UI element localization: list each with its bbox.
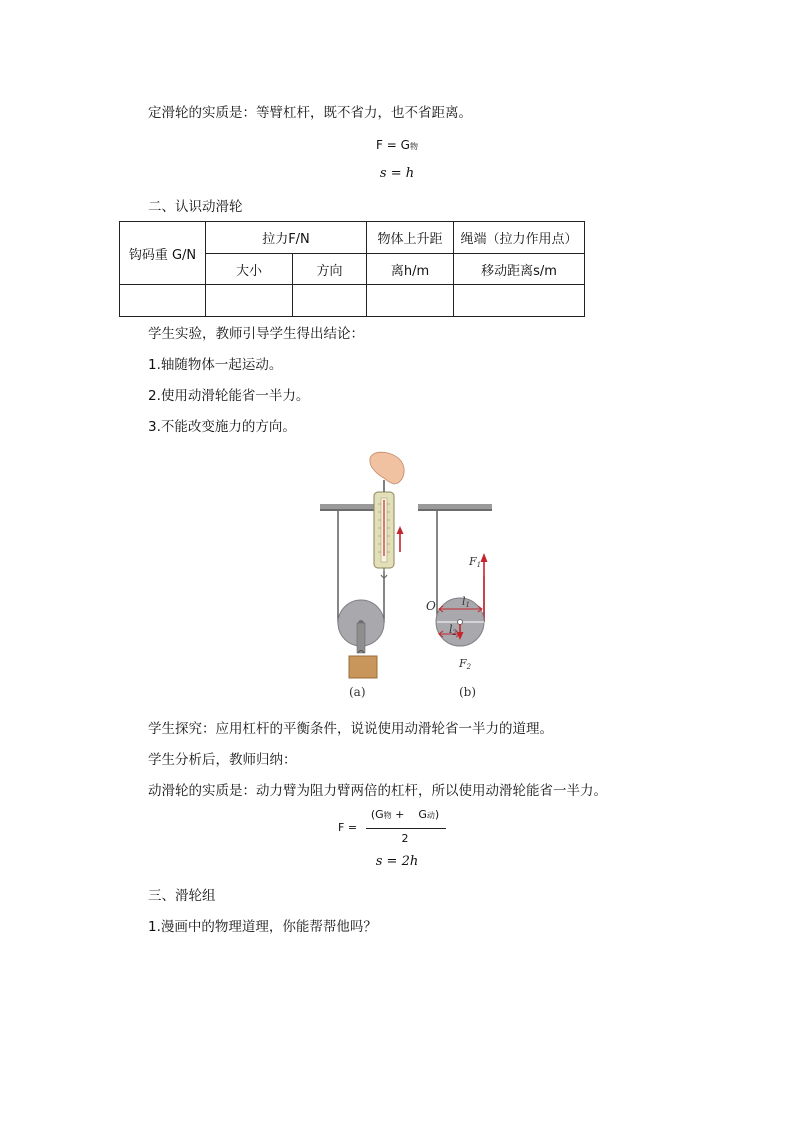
label-a: (a) xyxy=(349,685,366,699)
table-cell xyxy=(367,285,454,317)
ceiling-bar-b-shadow xyxy=(418,509,492,511)
formula-denominator: 2 xyxy=(401,832,409,845)
fixed-pulley-essence: 定滑轮的实质是：等臂杠杆，既不省力，也不省距离。 xyxy=(148,105,472,121)
header-magnitude: 大小 xyxy=(206,254,293,285)
table-cell xyxy=(206,285,293,317)
header-hook-weight: 钩码重 G/N xyxy=(120,222,206,285)
table-cell xyxy=(454,285,585,317)
movable-pulley-essence: 动滑轮的实质是：动力臂为阻力臂两倍的杠杆，所以使用动滑轮能省一半力。 xyxy=(148,783,607,799)
weight-block-a xyxy=(349,656,377,678)
label-l1: l1 xyxy=(462,595,470,609)
pulley-strap-a xyxy=(357,623,365,653)
label-f1: F1 xyxy=(469,555,482,569)
label-f2: F2 xyxy=(459,657,472,671)
formula-lhs: F = xyxy=(338,821,358,834)
conclusion-2: 2.使用动滑轮能省一半力。 xyxy=(148,388,310,404)
movable-pulley-figure xyxy=(318,448,494,704)
header-lift-distance-line2: 离h/m xyxy=(367,254,454,285)
label-b: (b) xyxy=(459,685,477,699)
question-1: 1.漫画中的物理道理，你能帮帮他吗？ xyxy=(148,919,377,935)
label-o: O xyxy=(426,599,436,613)
experiment-intro: 学生实验，教师引导学生得出结论： xyxy=(148,326,364,342)
student-explore: 学生探究：应用杠杆的平衡条件，说说使用动滑轮省一半力的道理。 xyxy=(148,721,553,737)
teacher-summary: 学生分析后，教师归纳： xyxy=(148,752,297,768)
table-cell xyxy=(120,285,206,317)
label-l2: l2 xyxy=(449,623,457,637)
fraction-bar xyxy=(366,828,446,829)
formula-distance-movable: s = 2h xyxy=(375,854,419,869)
ceiling-bar-b xyxy=(418,504,492,509)
conclusion-1: 1.轴随物体一起运动。 xyxy=(148,357,283,373)
header-pull-force: 拉力F/N xyxy=(206,222,367,254)
header-rope-end-line1: 绳端（拉力作用点） xyxy=(454,222,585,254)
section-heading-pulley-block: 三、滑轮组 xyxy=(148,888,216,904)
header-direction: 方向 xyxy=(293,254,367,285)
conclusion-3: 3.不能改变施力的方向。 xyxy=(148,419,296,435)
formula-numerator: (G物 + G动) xyxy=(370,808,440,821)
experiment-table xyxy=(119,221,585,317)
table-cell xyxy=(293,285,367,317)
formula-distance-fixed: s = h xyxy=(379,166,415,181)
header-rope-end-line2: 移动距离s/m xyxy=(454,254,585,285)
header-lift-distance-line1: 物体上升距 xyxy=(367,222,454,254)
section-heading-movable-pulley: 二、认识动滑轮 xyxy=(148,199,243,215)
formula-force-fixed: F = G物 xyxy=(376,138,418,152)
pulley-axle-b xyxy=(458,620,463,625)
